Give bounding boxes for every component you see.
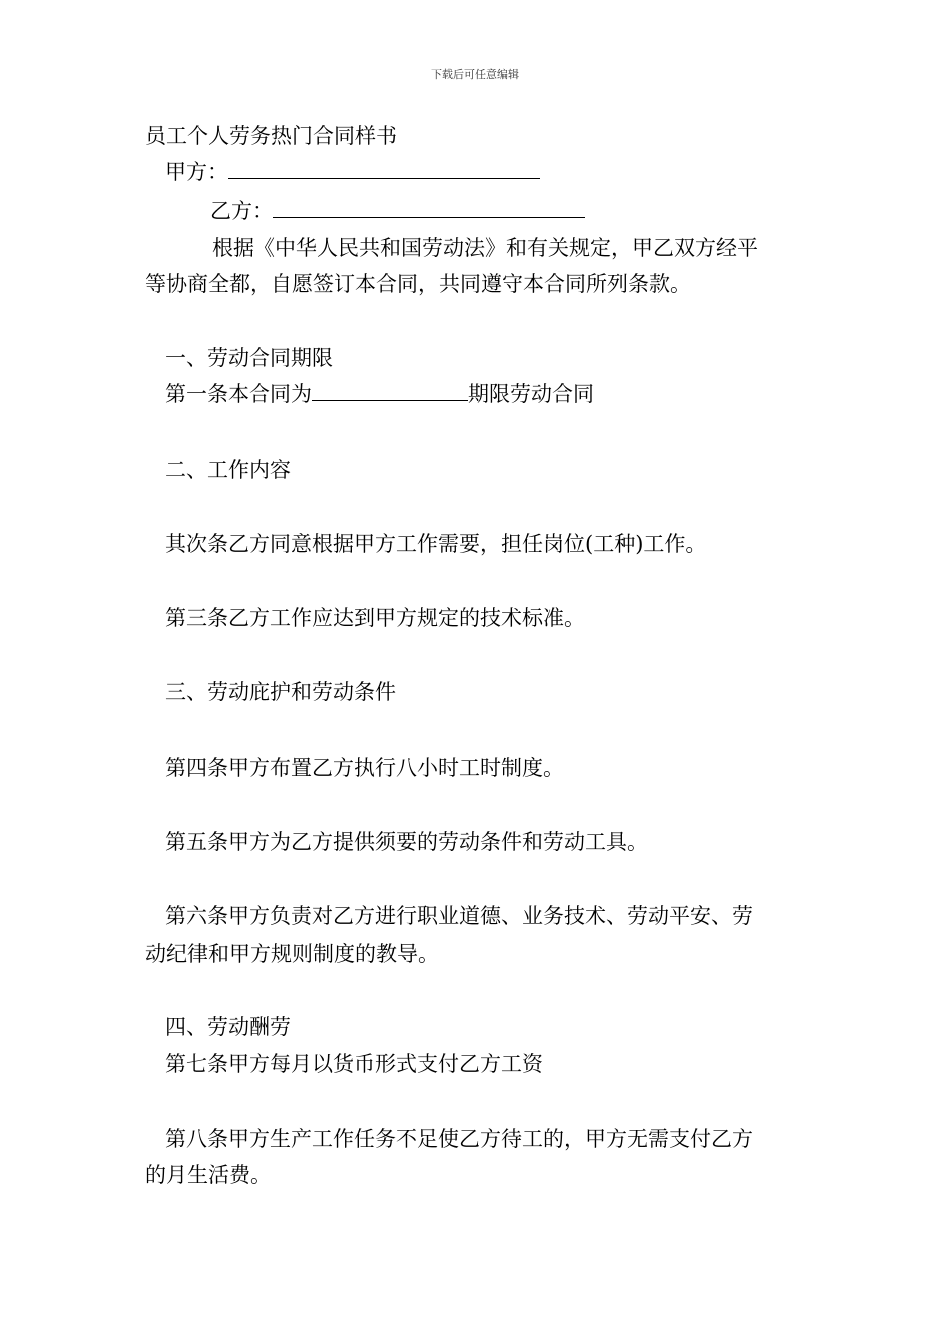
article-1-prefix: 第一条本合同为 (165, 382, 312, 406)
article-7: 第七条甲方每月以货币形式支付乙方工资 (165, 1052, 543, 1076)
article-8-line-1: 第八条甲方生产工作任务不足使乙方待工的，甲方无需支付乙方 (165, 1127, 753, 1151)
article-6-line-2: 动纪律和甲方规则制度的教导。 (145, 942, 439, 966)
party-a-line (165, 158, 540, 186)
article-5: 第五条甲方为乙方提供须要的劳动条件和劳动工具。 (165, 830, 648, 854)
article-1-suffix: 期限劳动合同 (468, 382, 594, 406)
party-a-label: 甲方： (165, 160, 228, 184)
article-3: 第三条乙方工作应达到甲方规定的技术标准。 (165, 606, 585, 630)
intro-line-1: 根据《中华人民共和国劳动法》和有关规定，甲乙双方经平 (212, 236, 758, 260)
article-6-line-1: 第六条甲方负责对乙方进行职业道德、业务技术、劳动平安、劳 (165, 904, 753, 928)
section-4-heading: 四、劳动酬劳 (165, 1015, 291, 1039)
intro-line-2: 等协商全都，自愿签订本合同，共同遵守本合同所列条款。 (145, 272, 691, 296)
section-2-heading: 二、工作内容 (165, 458, 291, 482)
article-4: 第四条甲方布置乙方执行八小时工时制度。 (165, 756, 564, 780)
document-title: 员工个人劳务热门合同样书 (145, 124, 397, 148)
article-2: 其次条乙方同意根据甲方工作需要，担任岗位(工种)工作。 (165, 532, 707, 556)
section-1-heading: 一、劳动合同期限 (165, 346, 333, 370)
article-8-line-2: 的月生活费。 (145, 1163, 271, 1187)
article-1 (165, 380, 594, 408)
section-3-heading: 三、劳动庇护和劳动条件 (165, 680, 396, 704)
party-b-blank (273, 197, 585, 218)
article-1-blank (312, 380, 468, 401)
header-note: 下载后可任意编辑 (431, 68, 519, 81)
party-b-line (210, 197, 585, 225)
party-b-label: 乙方： (210, 199, 273, 223)
party-a-blank (228, 158, 540, 179)
